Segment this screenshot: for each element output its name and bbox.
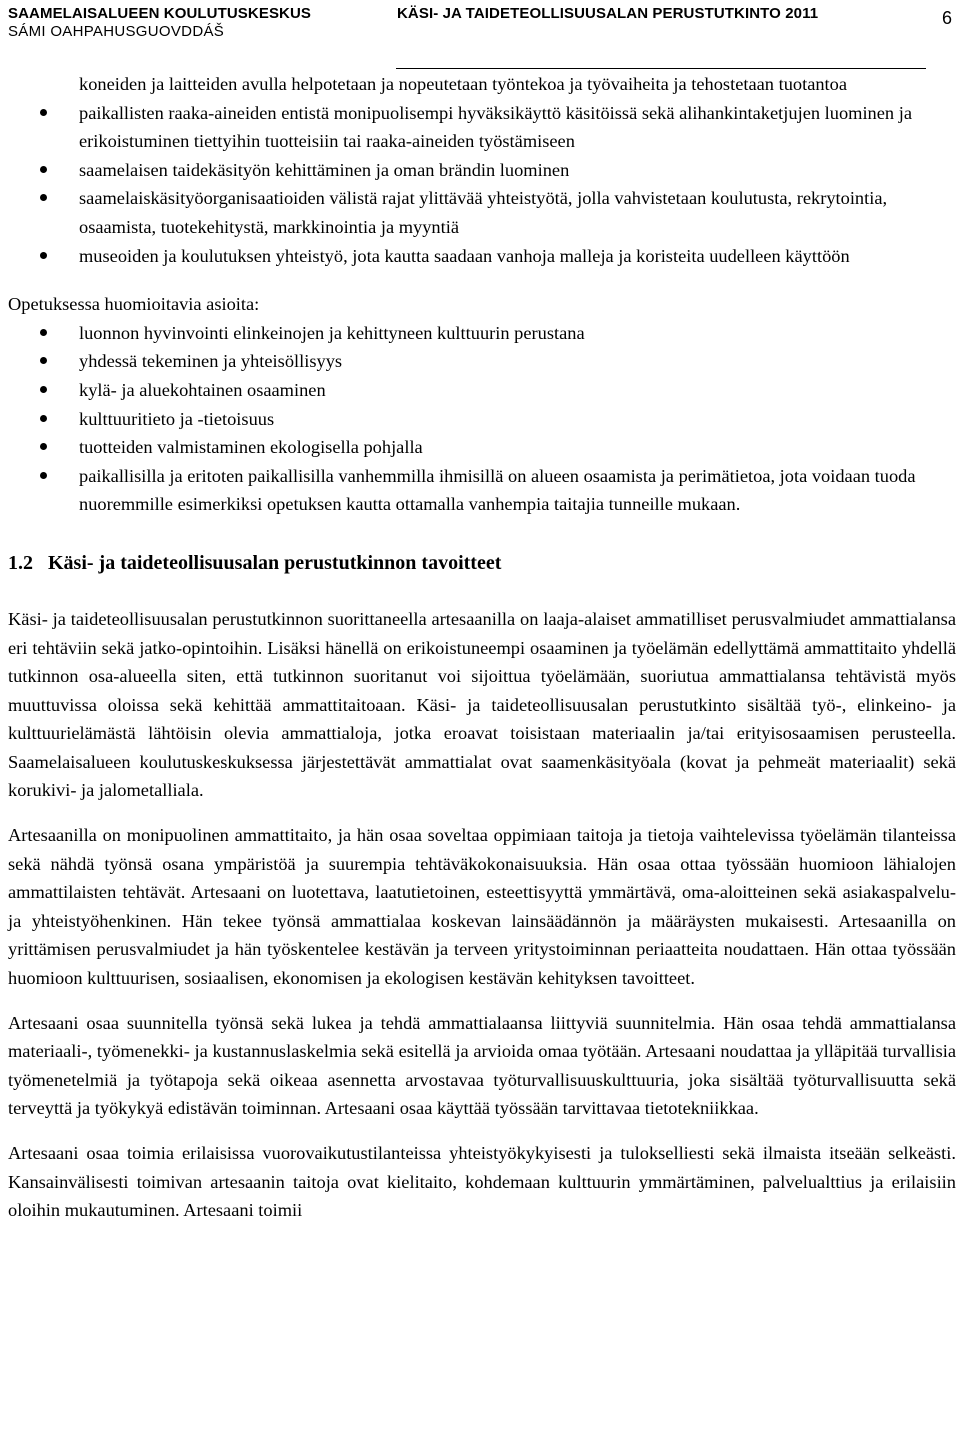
page-header	[0, 0, 960, 70]
bullet-list	[8, 99, 956, 271]
bullet-list	[8, 319, 956, 519]
list-item: paikallisten raaka-aineiden entistä monipuolisempi hyväksikäyttö käsitöissä sekä alihankintaketjujen luominen ja erikoistuminen tiettyihin tuotteisiin tai raaka-aineiden työstämiseen	[8, 99, 956, 156]
body-paragraph: Käsi- ja taideteollisuusalan perustutkinnon suorittaneella artesaanilla on laaja-alaiset ammatilliset perusvalmiudet ammattialansa eri tehtäviin sekä jatko-opintoihin. Lisäksi hänellä on erikoistuneempi osaaminen ja työelämän edellyttämä ammattitaito yhdellä tutkinnon osa-alueella siten, että tutkinnon suoritanut voi sijoittua työelämään, suoriutua ammattialansa tehtävistä myös muuttuvissa oloissa sekä kehittää ammattitaitoaan. Käsi- ja taideteollisuusalan perustutkinto sisältää työ-, elinkeino- ja kulttuurielämästä lähtöisin olevia ammattialoja, jotka eroavat toisistaan materiaalin ja/tai erityisosaamisen perusteella. Saamelaisalueen koulutuskeskuksessa järjestettävät ammattialat ovat saamenkäsityöala (kovat ja pehmeät materiaalit) sekä korukivi- ja jalometalliala.	[8, 608, 956, 801]
list-item: paikallisilla ja eritoten paikallisilla vanhemmilla ihmisillä on alueen osaamista ja perimätietoa, jota voidaan tuoda nuoremmille esimerkiksi opetuksen kautta ottamalla vanhempia taitajia tunneille mukaan.	[8, 462, 956, 519]
list-item: yhdessä tekeminen ja yhteisöllisyys	[8, 347, 956, 376]
list-item: tuotteiden valmistaminen ekologisella pohjalla	[8, 433, 956, 462]
bullet-icon	[40, 357, 47, 364]
bullet-icon	[40, 386, 47, 393]
list-item: saamelaiskäsityöorganisaatioiden välistä rajat ylittävää yhteistyötä, jolla vahvistetaan koulutusta, rekrytointia, osaamista, tuotekehitystä, markkinointia ja myyntiä	[8, 184, 956, 241]
section-number: 1.2	[8, 551, 33, 574]
bullet-icon	[40, 443, 47, 450]
body-paragraph: Artesaanilla on monipuolinen ammattitaito, ja hän osaa soveltaa oppimiaan taitoja ja tietoja vaihtelevissa työelämän tilanteissa sekä nähdä työnsä osana ympäristöä ja suurempia tehtäväkokonaisuuksia. Hän osaa ottaa työssään huomioon lähialojen ammattilaisten tehtävät. Artesaani on luotettava, laatutietoinen, esteettisyyttä ymmärtävä, oma-aloitteinen sekä asiakaspalvelu- ja yhteistyöhenkinen. Hän tekee työnsä ammattialaa koskevan lainsäädännön ja määräysten mukaisesti. Artesaanilla on yrittämisen perusvalmiudet ja hän työskentelee kestävän ja terveen yritystoiminnan periaatteita noudattaen. Hän ottaa työssään huomioon kulttuurisen, sosiaalisen, ekonomisen ja ekologisen kestävän kehityksen tavoitteet.	[8, 825, 956, 989]
bullet-icon	[40, 472, 47, 479]
header-divider	[396, 68, 926, 69]
list-item: kulttuuritieto ja -tietoisuus	[8, 405, 956, 434]
bullet-icon	[40, 166, 47, 173]
list-item: luonnon hyvinvointi elinkeinojen ja kehittyneen kulttuurin perustana	[8, 319, 956, 348]
body-paragraph: Artesaani osaa suunnitella työnsä sekä lukea ja tehdä ammattialaansa liittyviä suunnitelmia. Hän osaa tehdä ammattialansa materiaali-, työmenekki- ja kustannuslaskelmia sekä esitellä ja arvioida omaa työtään. Artesaani noudattaa ja ylläpitää turvallisia työmenetelmiä ja työtapoja sekä oikeaa asennetta arvostavaa työturvallisuuskulttuuria, joka sisältää työturvallisuutta sekä terveyttä ja työkykyä edistävän toiminnan. Artesaani osaa käyttää työssään tarvittavaa tietotekniikkaa.	[8, 1012, 956, 1119]
section-heading	[8, 549, 956, 577]
organization-name-sami: SÁMI OAHPAHUSGUOVDDÁŠ	[8, 23, 225, 40]
organization-name: SAAMELAISALUEEN KOULUTUSKESKUS	[8, 5, 312, 22]
page-number: 6	[942, 8, 953, 28]
bullet-icon	[40, 109, 47, 116]
bullet-icon	[40, 194, 47, 201]
list-item-continuation: koneiden ja laitteiden avulla helpotetaan ja nopeutetaan työntekoa ja työvaiheita ja tehostetaan tuotantoa	[79, 74, 848, 94]
document-title: KÄSI- JA TAIDETEOLLISUUSALAN PERUSTUTKINTO 2011	[397, 5, 819, 22]
body-paragraph: Artesaani osaa toimia erilaisissa vuorovaikutustilanteissa yhteistyökykyisesti ja tulokselliesti sekä ilmaista itseään selkeästi. Kansainvälisesti toimivan artesaanin taitoja ovat kielitaito, kohdemaan kulttuurin ymmärtäminen, palvelualttius ja erilaisiin oloihin mukautuminen. Artesaani toimii	[8, 1143, 956, 1221]
document-body	[8, 70, 956, 1225]
list-item: museoiden ja koulutuksen yhteistyö, jota kautta saadaan vanhoja malleja ja koristeita uudelleen käyttöön	[8, 242, 956, 271]
bullet-icon	[40, 329, 47, 336]
section-title: Käsi- ja taideteollisuusalan perustutkinnon tavoitteet	[48, 551, 502, 574]
bullet-icon	[40, 415, 47, 422]
bullet-icon	[40, 252, 47, 259]
list-item: saamelaisen taidekäsityön kehittäminen ja oman brändin luominen	[8, 156, 956, 185]
list-intro: Opetuksessa huomioitavia asioita:	[8, 294, 260, 315]
list-item: kylä- ja aluekohtainen osaaminen	[8, 376, 956, 405]
